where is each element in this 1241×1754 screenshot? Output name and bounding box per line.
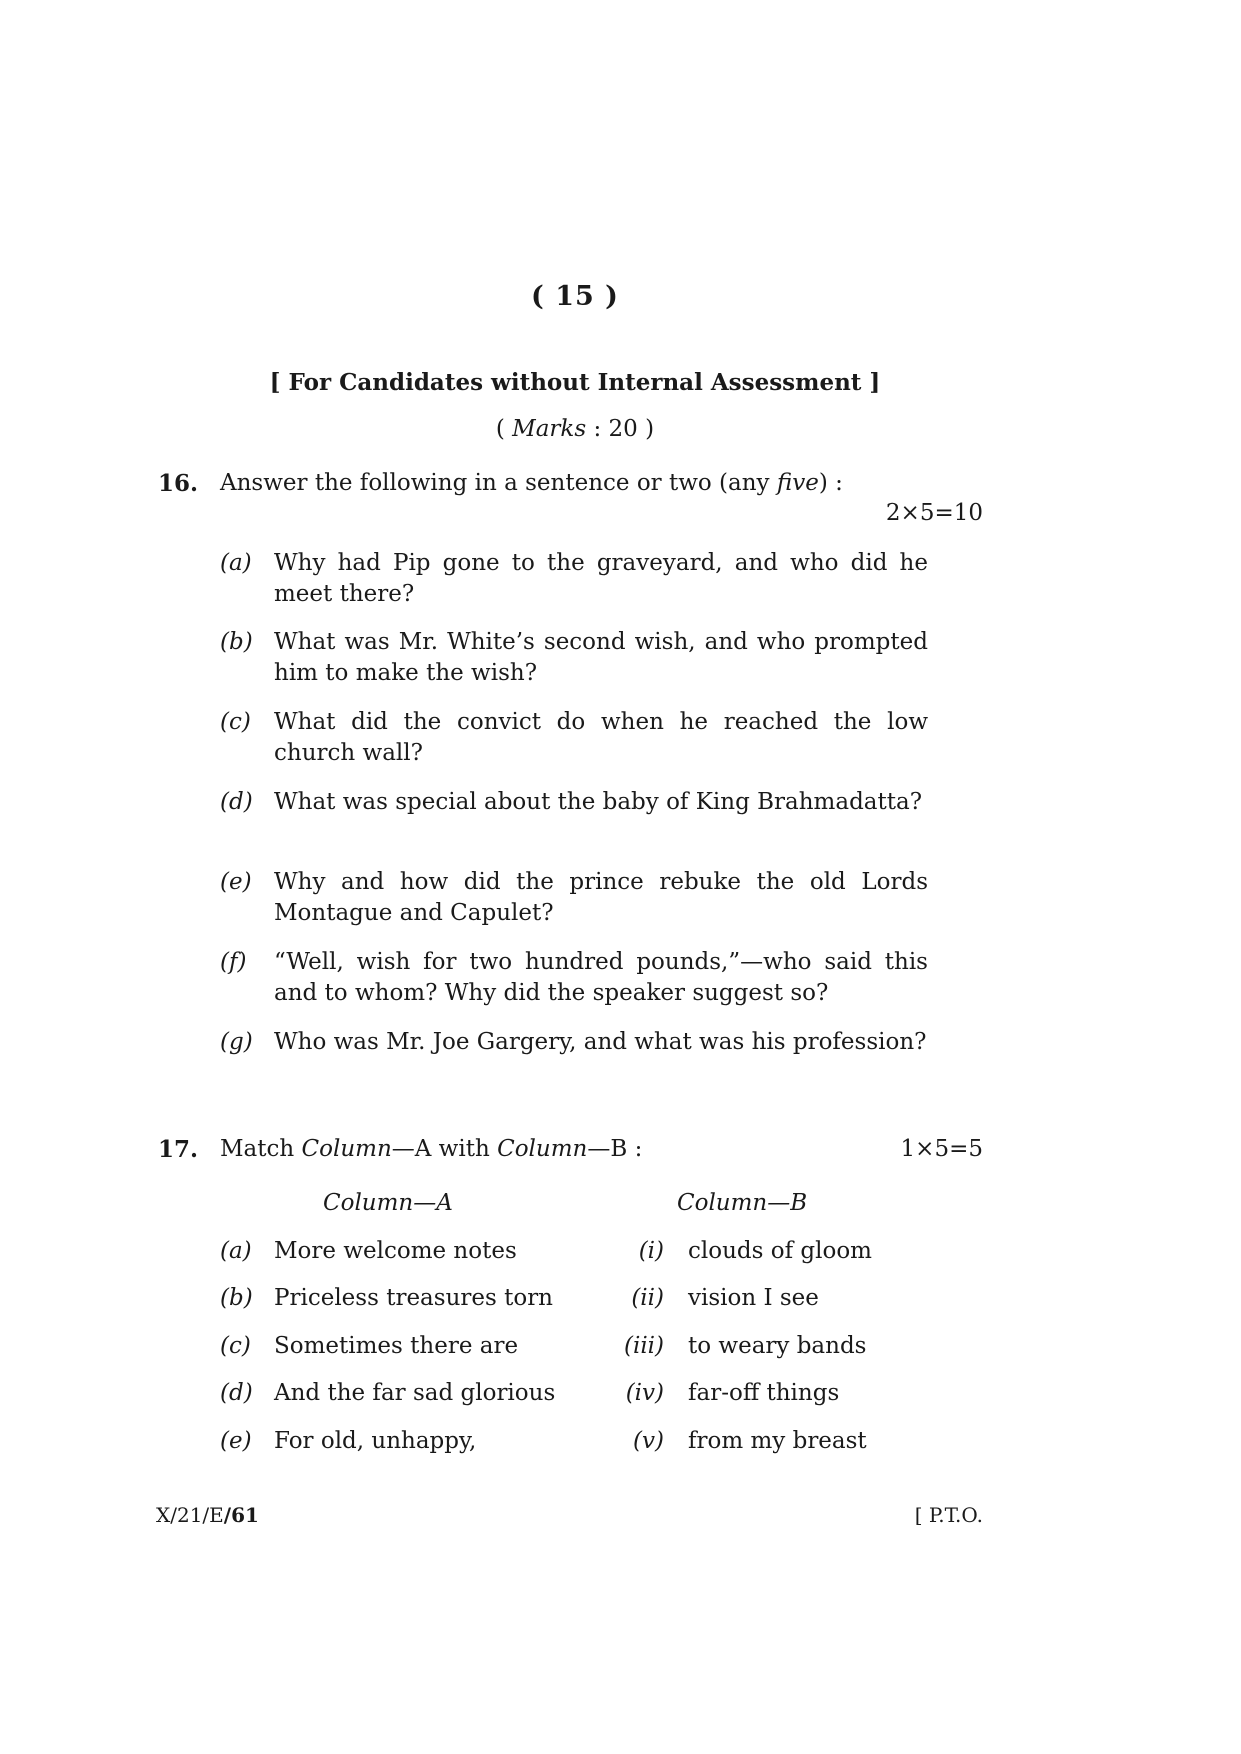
q17-text-column-b: Column — [497, 1136, 588, 1162]
item-text: Why and how did the prince rebuke the old Lords Montague and Capulet? — [274, 869, 928, 926]
item-label: (e) — [220, 869, 252, 895]
question-16-item — [220, 627, 928, 689]
q16-text-before: Answer the following in a sentence or two (any — [220, 470, 777, 496]
column-a-label: (e) — [220, 1428, 252, 1454]
column-a-label: (d) — [220, 1380, 253, 1406]
column-b-text: far-off things — [688, 1380, 840, 1406]
q17-text-column-a: Column — [301, 1136, 392, 1162]
column-a-label: (a) — [220, 1238, 252, 1264]
page-number: ( 15 ) — [531, 281, 619, 312]
item-text: Why had Pip gone to the graveyard, and who did he meet there? — [274, 550, 928, 607]
question-16-text — [220, 470, 843, 496]
paper-code — [156, 1503, 259, 1527]
question-16-number: 16. — [158, 470, 199, 497]
column-a-text: For old, unhappy, — [274, 1428, 477, 1454]
pto-note: [ P.T.O. — [914, 1503, 983, 1527]
item-text: What was special about the baby of King Brahmadatta? — [274, 789, 923, 815]
match-row — [0, 1428, 1241, 1459]
column-b-heading: Column—B — [677, 1190, 808, 1216]
question-17-number: 17. — [158, 1136, 199, 1163]
item-label: (b) — [220, 629, 253, 655]
q17-text-end: —B : — [587, 1136, 643, 1162]
column-a-text: And the far sad glorious — [274, 1380, 556, 1406]
q17-text-match: Match — [220, 1136, 302, 1162]
item-text: What did the convict do when he reached the low church wall? — [274, 709, 928, 766]
column-a-label: (c) — [220, 1333, 251, 1359]
column-a-text: Sometimes there are — [274, 1333, 519, 1359]
item-label: (c) — [220, 709, 251, 735]
paper-code-prefix: X/21/E — [156, 1503, 224, 1527]
column-b-text: clouds of gloom — [688, 1238, 872, 1264]
question-17-text — [220, 1136, 642, 1162]
column-b-label: (iii) — [623, 1333, 664, 1359]
marks-value: : 20 — [593, 416, 638, 442]
column-a-label: (b) — [220, 1285, 253, 1311]
paper-code-number: /61 — [223, 1503, 259, 1527]
item-label: (a) — [220, 550, 252, 576]
q16-text-italic: five — [776, 470, 819, 496]
column-a-text: Priceless treasures torn — [274, 1285, 553, 1311]
question-16-marks: 2×5=10 — [885, 500, 983, 526]
column-b-text: to weary bands — [688, 1333, 867, 1359]
item-text: “Well, wish for two hundred pounds,”—who said this and to whom? Why did the speaker suggest so? — [274, 949, 928, 1006]
q17-text-mid: —A with — [391, 1136, 498, 1162]
q16-text-after: ) : — [818, 470, 843, 496]
item-label: (g) — [220, 1029, 253, 1055]
question-16-item — [220, 1027, 928, 1058]
question-16-item — [220, 787, 928, 818]
column-a-heading: Column—A — [323, 1190, 453, 1216]
match-row — [0, 1238, 1241, 1269]
column-b-label: (v) — [633, 1428, 664, 1454]
column-b-label: (iv) — [625, 1380, 664, 1406]
match-row — [0, 1380, 1241, 1411]
marks-line: ( Marks : 20 ) — [495, 416, 655, 442]
marks-label: Marks — [512, 416, 587, 442]
column-b-label: (ii) — [631, 1285, 664, 1311]
item-text: What was Mr. White’s second wish, and who prompted him to make the wish? — [274, 629, 928, 686]
item-text: Who was Mr. Joe Gargery, and what was his profession? — [274, 1029, 927, 1055]
question-16-item — [220, 947, 928, 1009]
item-label: (d) — [220, 789, 253, 815]
column-b-text: vision I see — [688, 1285, 819, 1311]
question-16-item — [220, 548, 928, 610]
column-a-text: More welcome notes — [274, 1238, 517, 1264]
item-label: (f) — [220, 949, 247, 975]
column-b-label: (i) — [638, 1238, 664, 1264]
match-row — [0, 1285, 1241, 1316]
question-16-item — [220, 867, 928, 929]
question-16-item — [220, 707, 928, 769]
column-b-text: from my breast — [688, 1428, 867, 1454]
question-17-marks: 1×5=5 — [900, 1136, 983, 1162]
section-heading: [ For Candidates without Internal Assessment ] — [269, 369, 881, 396]
match-row — [0, 1333, 1241, 1364]
